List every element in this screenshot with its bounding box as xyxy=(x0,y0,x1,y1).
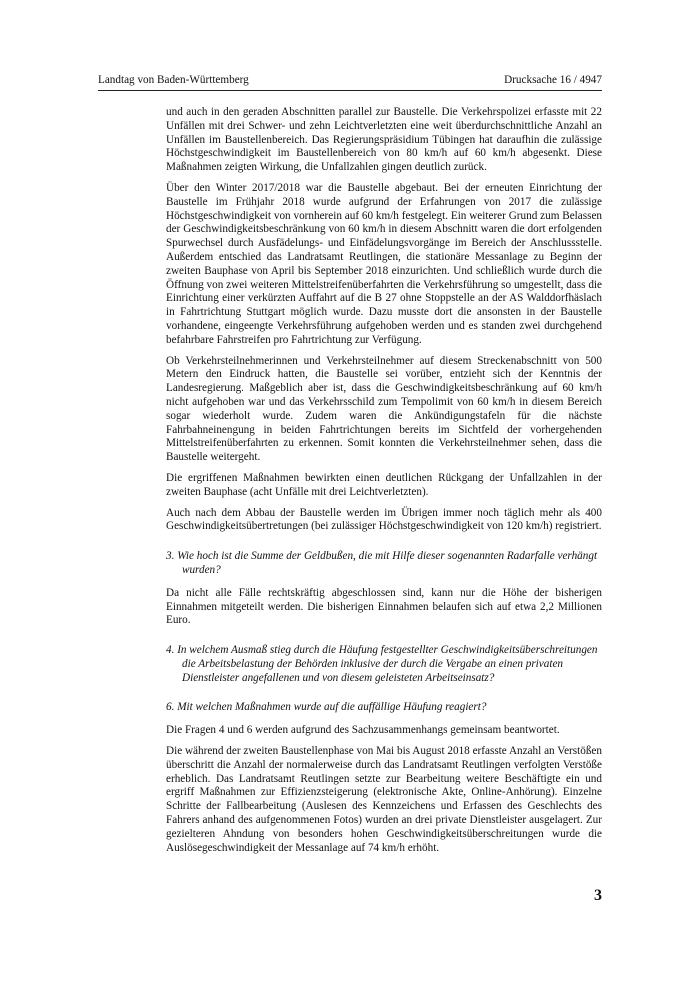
paragraph: Da nicht alle Fälle rechtskräftig abgeschlossen sind, kann nur die Höhe der bisherigen Einnahmen mitgeteilt werden. Die bisherigen Einnahmen belaufen sich auf etwa 2,2 Millionen Euro. xyxy=(166,586,602,627)
question-6: 6. Mit welchen Maßnahmen wurde auf die auffällige Häufung reagiert? xyxy=(166,701,487,714)
question-4: 4. In welchem Ausmaß stieg durch die Häufung festgestellter Geschwindigkeitsüberschreitungen die Arbeitsbelastung der Behörden inklusive der durch die Vergabe an einen privaten Dienstleister angefallenen und von diesem geleisteten Arbeitseinsatz? xyxy=(166,644,598,684)
paragraph: Auch nach dem Abbau der Baustelle werden im Übrigen immer noch täglich mehr als 400 Geschwindigkeitsübertretungen (bei zulässiger Höchstgeschwindigkeit von 120 km/h) registriert. xyxy=(166,506,602,533)
document-body xyxy=(166,106,602,862)
page-header xyxy=(98,72,602,88)
header-divider xyxy=(98,90,602,91)
paragraph: Über den Winter 2017/2018 war die Baustelle abgebaut. Bei der erneuten Einrichtung der Baustelle im Frühjahr 2018 wurde aufgrund der Erfahrungen von 2017 die zulässige Höchstgeschwindigkeit von vornherein auf 60 km/h festgelegt. Ein weiterer Grund zum Belassen der Geschwindigkeitsbeschränkung von 60 km/h in diesem Abschnitt waren die dort erfolgenden Spurwechsel durch Ausfädelungs- und Einfädelungsvorgänge im Bereich der Anschlussstelle. Außerdem entschied das Landratsamt Reutlingen, die stationäre Messanlage zu Beginn der zweiten Bauphase von April bis September 2018 einzurichten. Und schließlich wurde durch die Öffnung von zwei weiteren Mittelstreifenüberfahrten die Verkehrsführung so umgestellt, dass die Einrichtung einer verkürzten Auffahrt auf die B 27 ohne Stoppstelle an der AS Walddorfhäslach in Fahrtrichtung Stuttgart möglich wurde. Dazu musste dort die ansonsten in der Baustelle vorhandene, eingeengte Verkehrsführung aufgehoben werden und es standen zwei durchgehend befahrbare Fahrstreifen pro Fahrtrichtung zur Verfügung. xyxy=(166,181,602,346)
paragraph: und auch in den geraden Abschnitten parallel zur Baustelle. Die Verkehrspolizei erfasste mit 22 Unfällen mit drei Schwer- und zehn Leichtverletzten eine weit überdurchschnittliche Anzahl an Unfällen im Baustellenbereich. Das Regierungspräsidium Tübingen hat daraufhin die zulässige Höchstgeschwindigkeit im Baustellenbereich von 80 km/h auf 60 km/h abgesenkt. Diese Maßnahmen zeigten Wirkung, die Unfallzahlen gingen deutlich zurück. xyxy=(166,106,602,174)
page-number: 3 xyxy=(594,887,602,904)
question-3: 3. Wie hoch ist die Summe der Geldbußen, die mit Hilfe dieser sogenannten Radarfalle verhängt wurden? xyxy=(166,550,598,576)
paragraph: Die ergriffenen Maßnahmen bewirkten einen deutlichen Rückgang der Unfallzahlen in der zweiten Bauphase (acht Unfälle mit drei Leichtverletzten). xyxy=(166,471,602,498)
paragraph: Ob Verkehrsteilnehmerinnen und Verkehrsteilnehmer auf diesem Streckenabschnitt von 500 Metern den Eindruck hatten, die Baustelle sei vorüber, entzieht sich der Kenntnis der Landesregierung. Maßgeblich aber ist, dass die Geschwindigkeitsbeschränkung auf 60 km/h nicht aufgehoben war und das Verkehrsschild zum Tempolimit von 60 km/h in diesem Bereich sogar wiederholt wurde. Zudem waren die Ankündigungstafeln für die nächste Fahrbahneinengung in beiden Fahrtrichtungen bereits im Sichtfeld der vorhergehenden Mittelstreifenüberfahrten zu erkennen. Somit konnten die Verkehrsteilnehmer sehen, dass die Baustelle weitergeht. xyxy=(166,354,602,464)
header-parliament-name: Landtag von Baden-Württemberg xyxy=(98,74,249,86)
header-document-number: Drucksache 16 / 4947 xyxy=(504,74,602,86)
paragraph: Die Fragen 4 und 6 werden aufgrund des Sachzusammenhangs gemeinsam beantwortet. xyxy=(166,724,560,737)
paragraph: Die während der zweiten Baustellenphase von Mai bis August 2018 erfasste Anzahl an Verstößen überschritt die Anzahl der normalerweise durch das Landratsamt Reutlingen verfolgten Verstöße erheblich. Das Landratsamt Reutlingen setzte zur Bearbeitung weitere Beschäftigte ein und ergriff Maßnahmen zur Effizienzsteigerung (elektronische Akte, Online-Anhörung). Einzelne Schritte der Fallbearbeitung (Auslesen des Kennzeichens und Erfassen des Geschlechts des Fahrers anhand des aufgenommenen Fotos) wurden an drei private Dienstleister ausgelagert. Zur gezielteren Ahndung von besonders hohen Geschwindigkeitsüberschreitungen wurde die Auslösegeschwindigkeit der Messanlage auf 74 km/h erhöht. xyxy=(166,745,602,854)
